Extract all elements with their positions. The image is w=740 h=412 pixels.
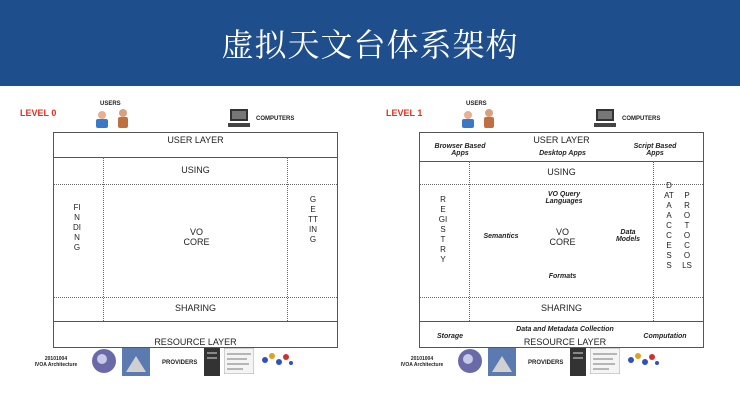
- nebula-icon: [456, 348, 484, 374]
- footer-name: IVOA Architecture: [400, 362, 444, 368]
- user-icon: [460, 110, 476, 128]
- providers-label: PROVIDERS: [162, 360, 198, 366]
- divider: [54, 157, 337, 158]
- footer-id: [392, 356, 452, 368]
- user-layer-label: USER LAYER: [533, 135, 590, 145]
- vo-query-line: Languages: [545, 198, 583, 205]
- vo-core-label: VO: [189, 227, 203, 237]
- computer-icon: [228, 108, 250, 128]
- level0-label: LEVEL 0: [20, 108, 57, 118]
- user-icon: [94, 110, 110, 128]
- footer-id: [26, 356, 86, 368]
- users-label: USERS: [100, 101, 121, 107]
- level1-panel: [386, 96, 716, 408]
- data-metadata-label: Data and Metadata Collection: [516, 326, 614, 333]
- divider: [54, 321, 337, 322]
- users-label: USERS: [466, 101, 487, 107]
- level1-label: LEVEL 1: [386, 108, 423, 118]
- level0-architecture-box: [53, 132, 338, 348]
- user-icon: [482, 108, 496, 128]
- data-models-line: Models: [615, 236, 641, 243]
- dots-icon: [260, 348, 294, 372]
- computation-label: Computation: [643, 333, 687, 340]
- nebula-icon: [90, 348, 118, 374]
- data-models-label: [606, 229, 650, 243]
- sharing-label: SHARING: [540, 303, 582, 313]
- using-label: USING: [547, 167, 576, 177]
- level0-panel: [20, 96, 350, 408]
- computer-icon: [594, 108, 616, 128]
- browser-apps-label: [430, 143, 490, 157]
- slide-title: 虚拟天文台体系架构: [0, 0, 740, 86]
- script-apps-label: [620, 143, 690, 157]
- server-icon: [204, 348, 220, 376]
- user-icon: [116, 108, 130, 128]
- server-icon: [570, 348, 586, 376]
- resource-layer-label: RESOURCE LAYER: [154, 337, 237, 347]
- vo-query-line: VO Query: [547, 191, 581, 198]
- data-models-line: Data: [620, 229, 636, 236]
- user-layer-label: USER LAYER: [167, 135, 224, 145]
- divider: [420, 321, 703, 322]
- using-label: USING: [181, 165, 210, 175]
- formats-label: Formats: [548, 273, 577, 280]
- divider: [54, 297, 337, 298]
- divider: [420, 184, 703, 185]
- document-icon: [224, 348, 254, 374]
- finding-label: FINDING: [73, 203, 81, 252]
- providers-label: PROVIDERS: [528, 360, 564, 366]
- storage-label: Storage: [436, 333, 464, 340]
- footer-date: 20101004: [44, 356, 68, 362]
- desktop-apps-label: Desktop Apps: [539, 150, 586, 157]
- sharing-label: SHARING: [174, 303, 216, 313]
- browser-apps-line: Apps: [451, 150, 469, 157]
- level1-architecture-box: [419, 132, 704, 348]
- data-access-label: DATA ACCESS: [664, 181, 674, 270]
- observatory-icon: [488, 348, 516, 376]
- divider: [420, 297, 703, 298]
- vo-core-label: CORE: [183, 237, 210, 247]
- divider: [54, 184, 337, 185]
- divider: [420, 161, 703, 162]
- computers-label: COMPUTERS: [256, 116, 295, 122]
- getting-label: GETTING: [308, 195, 318, 244]
- footer-name: IVOA Architecture: [34, 362, 78, 368]
- registry-label: REGISTRY: [438, 195, 448, 264]
- semantics-label: Semantics: [483, 233, 519, 240]
- vo-core-label: VO: [555, 227, 569, 237]
- computers-label: COMPUTERS: [622, 116, 661, 122]
- vo-core-label: CORE: [549, 237, 576, 247]
- dots-icon: [626, 348, 660, 372]
- footer-date: 20101004: [410, 356, 434, 362]
- script-apps-line: Apps: [646, 150, 664, 157]
- document-icon: [590, 348, 620, 374]
- vo-query-label: [524, 191, 604, 205]
- browser-apps-line: Browser Based: [434, 143, 486, 150]
- protocols-label: PROTOCOLS: [682, 191, 692, 270]
- observatory-icon: [122, 348, 150, 376]
- resource-layer-label: RESOURCE LAYER: [523, 337, 607, 347]
- script-apps-line: Script Based: [633, 143, 677, 150]
